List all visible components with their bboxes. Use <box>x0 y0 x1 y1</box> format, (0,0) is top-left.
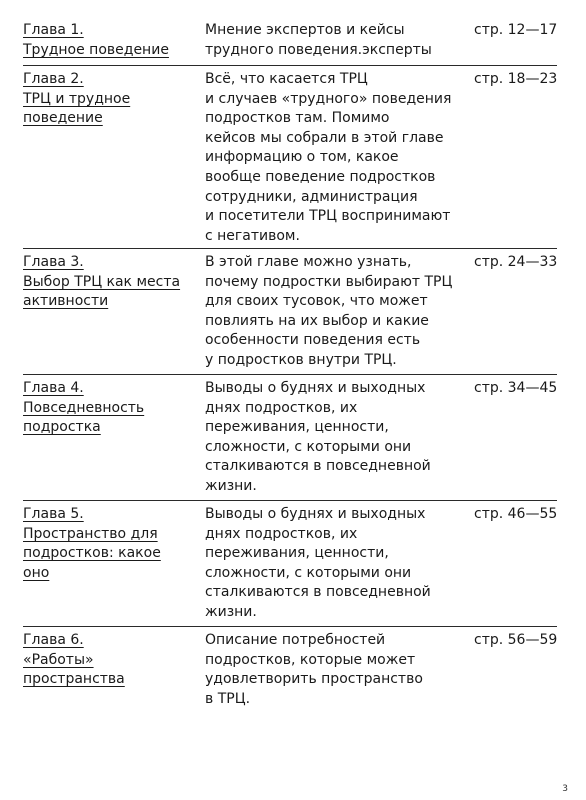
chapter-line: Повседневность <box>23 399 145 416</box>
desc-line: сотрудники, администрация <box>205 188 418 205</box>
desc-line: днях подростков, их <box>205 399 358 416</box>
desc-line: трудного поведения.эксперты <box>205 41 432 58</box>
chapter-title[interactable] <box>23 379 198 438</box>
desc-line: с негативом. <box>205 227 300 244</box>
desc-line: вообще поведение подростков <box>205 168 436 185</box>
chapter-title[interactable] <box>23 631 198 690</box>
page-range: стр. 12—17 <box>474 22 558 38</box>
desc-line: жизни. <box>205 603 257 620</box>
desc-line: и посетители ТРЦ воспринимают <box>205 208 451 225</box>
chapter-line: активности <box>23 293 109 310</box>
desc-line: повлиять на их выбор и какие <box>205 312 429 329</box>
desc-line: Мнение экспертов и кейсы <box>205 22 405 38</box>
chapter-line: Глава 4. <box>23 380 84 396</box>
toc-row <box>23 626 557 726</box>
desc-line: сложности, с которыми они <box>205 438 412 455</box>
desc-line: особенности поведения есть <box>205 332 421 349</box>
desc-line: сталкиваются в повседневной <box>205 584 431 601</box>
chapter-description <box>205 253 465 371</box>
toc-row <box>23 17 557 65</box>
toc-row <box>23 374 557 500</box>
desc-line: сложности, с которыми они <box>205 564 412 581</box>
desc-line: Описание потребностей <box>205 632 386 648</box>
chapter-description <box>205 379 465 497</box>
table-of-contents <box>23 17 557 726</box>
desc-line: подростков там. Помимо <box>205 110 390 127</box>
chapter-title[interactable] <box>23 21 198 60</box>
desc-line: удовлетворить пространство <box>205 671 423 688</box>
desc-line: информацию о том, какое <box>205 149 399 166</box>
desc-line: Всё, что касается ТРЦ <box>205 71 368 87</box>
chapter-line: оно <box>23 564 50 581</box>
chapter-line: Глава 3. <box>23 254 84 270</box>
chapter-line: Глава 5. <box>23 506 84 522</box>
page-range: стр. 46—55 <box>474 506 558 522</box>
page-range: стр. 24—33 <box>474 254 558 270</box>
page-range: стр. 18—23 <box>474 71 558 87</box>
chapter-line: пространства <box>23 671 125 688</box>
desc-line: кейсов мы собрали в этой главе <box>205 129 444 146</box>
desc-line: днях подростков, их <box>205 525 358 542</box>
page-range: стр. 34—45 <box>474 380 558 396</box>
chapter-title[interactable] <box>23 70 198 129</box>
desc-line: переживания, ценности, <box>205 545 389 562</box>
page-number: 3 <box>562 784 568 794</box>
chapter-description <box>205 70 465 246</box>
desc-line: Выводы о буднях и выходных <box>205 506 426 522</box>
toc-row <box>23 500 557 626</box>
chapter-line: ТРЦ и трудное <box>23 90 131 107</box>
desc-line: почему подростки выбирают ТРЦ <box>205 273 453 290</box>
chapter-line: Пространство для <box>23 525 158 542</box>
toc-row <box>23 65 557 248</box>
chapter-line: Глава 1. <box>23 22 84 38</box>
chapter-description <box>205 21 465 60</box>
chapter-line: Выбор ТРЦ как места <box>23 273 181 290</box>
chapter-line: Глава 6. <box>23 632 84 648</box>
chapter-line: «Работы» <box>23 651 94 668</box>
chapter-line: подростка <box>23 419 101 436</box>
chapter-line: Глава 2. <box>23 71 84 87</box>
desc-line: и случаев «трудного» поведения <box>205 90 452 107</box>
chapter-line: Трудное поведение <box>23 41 169 58</box>
chapter-description <box>205 631 465 709</box>
desc-line: сталкиваются в повседневной <box>205 458 431 475</box>
toc-row <box>23 248 557 374</box>
desc-line: Выводы о буднях и выходных <box>205 380 426 396</box>
desc-line: жизни. <box>205 477 257 494</box>
chapter-title[interactable] <box>23 253 198 312</box>
page-range: стр. 56—59 <box>474 632 558 648</box>
desc-line: для своих тусовок, что может <box>205 293 428 310</box>
desc-line: переживания, ценности, <box>205 419 389 436</box>
desc-line: подростков, которые может <box>205 651 416 668</box>
chapter-line: подростков: какое <box>23 545 161 562</box>
chapter-title[interactable] <box>23 505 198 583</box>
desc-line: В этой главе можно узнать, <box>205 254 412 270</box>
desc-line: у подростков внутри ТРЦ. <box>205 351 397 368</box>
chapter-line: поведение <box>23 110 103 127</box>
chapter-description <box>205 505 465 623</box>
desc-line: в ТРЦ. <box>205 690 251 707</box>
